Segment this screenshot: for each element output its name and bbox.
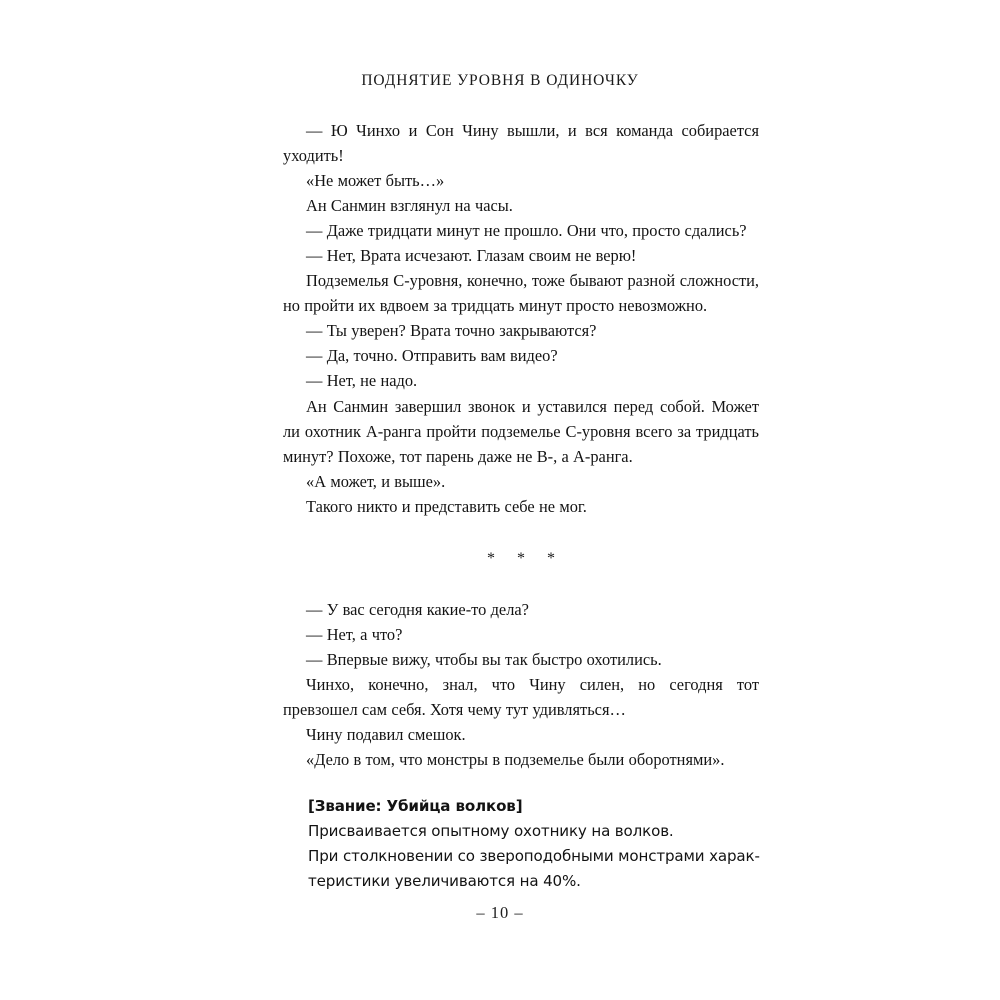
paragraph: «Не может быть…»	[306, 171, 445, 191]
system-message-window	[308, 794, 760, 894]
paragraph: — Ю Чинхо и Сон Чину вышли, и вся команда собирается уходить!	[283, 121, 759, 166]
paragraph: «А может, и выше».	[306, 471, 446, 491]
system-message-title: [Звание: Убийца волков]	[308, 797, 523, 816]
system-message-line: теристики увеличиваются на 40%.	[308, 872, 581, 891]
paragraph: — Нет, Врата исчезают. Глазам своим не верю!	[306, 246, 637, 266]
paragraph: — Нет, а что?	[306, 624, 403, 644]
paragraph: Такого никто и представить себе не мог.	[306, 496, 587, 516]
paragraph: Чину подавил смешок.	[306, 725, 466, 745]
spacer	[283, 571, 759, 597]
scene-break-asterisks: * * *	[487, 549, 564, 567]
paragraph: — Нет, не надо.	[306, 371, 418, 391]
paragraph: «Дело в том, что монстры в подземелье были оборотнями».	[306, 750, 725, 770]
paragraph: Ан Санмин завершил звонок и уставился перед собой. Может ли охотник А-ранга пройти подземелье С-уровня всего за тридцать минут? Похоже, тот парень даже не В-, а А-ранга.	[283, 396, 759, 466]
running-head: ПОДНЯТИЕ УРОВНЯ В ОДИНОЧКУ	[361, 72, 639, 89]
paragraph: — Даже тридцати минут не прошло. Они что, просто сдались?	[306, 221, 747, 241]
paragraph: — Да, точно. Отправить вам видео?	[306, 346, 558, 366]
paragraph: — Впервые вижу, чтобы вы так быстро охотились.	[306, 649, 662, 669]
page-number: – 10 –	[476, 903, 524, 922]
spacer	[283, 519, 759, 546]
paragraph: Чинхо, конечно, знал, что Чину силен, но сегодня тот превзошел сам себя. Хотя чему тут удивляться…	[283, 674, 759, 719]
text-column	[283, 118, 759, 894]
paragraph: Ан Санмин взглянул на часы.	[306, 196, 513, 216]
system-message-line: Присваивается опытному охотнику на волков.	[308, 822, 674, 841]
paragraph: Подземелья С-уровня, конечно, тоже бывают разной сложности, но пройти их вдвоем за тридцать минут просто невозможно.	[283, 271, 759, 316]
system-message-line: При столкновении со звероподобными монстрами харак-	[308, 847, 760, 866]
paragraph: — Ты уверен? Врата точно закрываются?	[306, 321, 597, 341]
paragraph: — У вас сегодня какие-то дела?	[306, 599, 529, 619]
